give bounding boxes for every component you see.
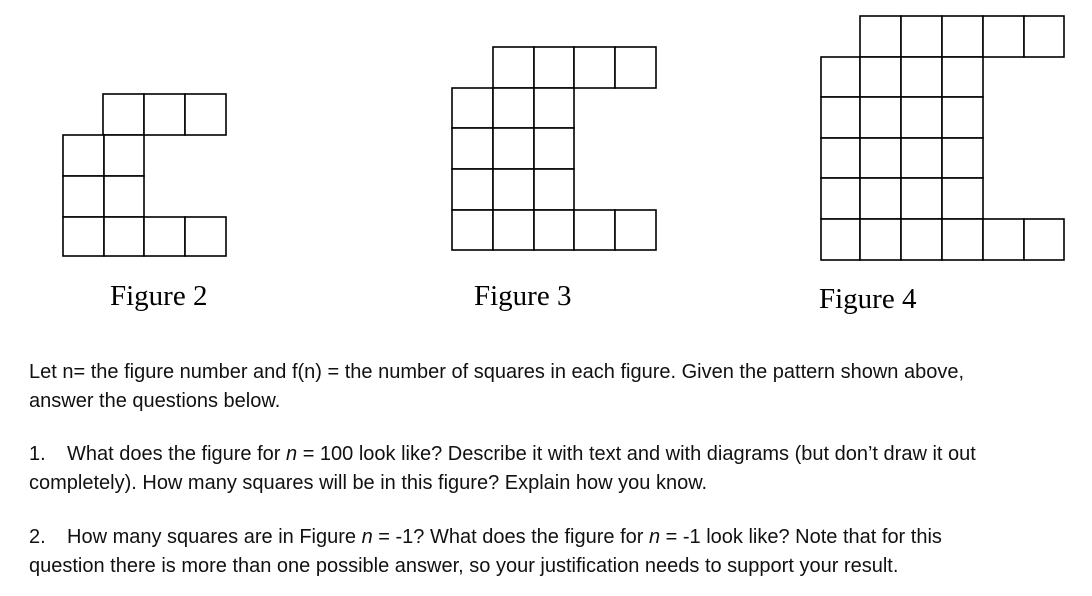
- figure-4-square: [901, 138, 942, 178]
- figure-4-square: [821, 97, 860, 138]
- figure-4-square: [860, 57, 901, 97]
- figure-4-square: [983, 219, 1024, 260]
- figure-3-square: [574, 47, 615, 88]
- figure-2-square: [103, 94, 144, 135]
- question-2-text-a: How many squares are in Figure: [67, 526, 362, 548]
- figure-3-square: [534, 47, 574, 88]
- figure-4-square: [860, 178, 901, 219]
- figure-4-square: [901, 178, 942, 219]
- intro-line-1: Let n= the figure number and f(n) = the number of squares in each figure. Given the pattern shown above,: [29, 361, 965, 383]
- question-1: [29, 440, 1079, 498]
- question-1-number: 1.: [29, 443, 46, 465]
- figure-4-square: [1024, 16, 1064, 57]
- question-2-number: 2.: [29, 526, 46, 548]
- figure-3-square: [493, 210, 534, 250]
- figure-3-square: [493, 128, 534, 169]
- figure-4-square: [821, 219, 860, 260]
- figure-3-diagram: [451, 46, 659, 253]
- question-2-text-b: = -1? What does the figure for: [372, 526, 649, 548]
- figure-4-square: [901, 16, 942, 57]
- figure-2-square: [185, 217, 226, 256]
- question-2-line-2: question there is more than one possible answer, so your justification needs to support your result.: [29, 555, 899, 577]
- question-2-text-c: = -1 look like? Note that for this: [660, 526, 942, 548]
- figure-4-square: [901, 57, 942, 97]
- figure-3-square: [493, 88, 534, 128]
- question-1-line-1: [29, 440, 1079, 469]
- figure-3-square: [534, 169, 574, 210]
- figure-4-square: [821, 138, 860, 178]
- figure-4-square: [901, 219, 942, 260]
- figure-2-square: [63, 176, 104, 217]
- figure-4-square: [983, 16, 1024, 57]
- figure-3-square: [574, 210, 615, 250]
- figure-3-square: [452, 210, 493, 250]
- figure-3-square: [452, 88, 493, 128]
- question-2-line-1: [29, 523, 1079, 552]
- figure-4-square: [860, 138, 901, 178]
- question-1-text-b: = 100 look like? Describe it with text and with diagrams (but don’t draw it out: [297, 443, 976, 465]
- figure-4-caption: Figure 4: [819, 283, 917, 315]
- figure-4-square: [821, 57, 860, 97]
- figure-3-square: [615, 210, 656, 250]
- figure-2-square: [185, 94, 226, 135]
- figure-4-square: [942, 57, 983, 97]
- figure-2-square: [63, 135, 104, 176]
- question-1-line-2: completely). How many squares will be in this figure? Explain how you know.: [29, 472, 708, 494]
- figure-4-square: [860, 219, 901, 260]
- figure-2-square: [144, 217, 185, 256]
- question-1-variable: n: [286, 443, 298, 465]
- figure-4-square: [901, 97, 942, 138]
- figure-2-square: [104, 135, 144, 176]
- question-1-text-a: What does the figure for: [67, 443, 287, 465]
- figure-3-square: [534, 210, 574, 250]
- figure-4-square: [942, 138, 983, 178]
- figure-4-square: [942, 16, 983, 57]
- question-2: [29, 523, 1079, 581]
- figure-2-caption: Figure 2: [110, 280, 208, 312]
- figure-3-square: [534, 128, 574, 169]
- figure-4-square: [1024, 219, 1064, 260]
- intro-line-2: answer the questions below.: [29, 390, 281, 412]
- figure-4-square: [942, 97, 983, 138]
- figure-3-square: [493, 169, 534, 210]
- figure-4-square: [821, 178, 860, 219]
- figure-3-square: [493, 47, 534, 88]
- figure-3-square: [452, 128, 493, 169]
- figure-4-diagram: [820, 15, 1068, 263]
- intro-paragraph: [29, 358, 1079, 416]
- question-2-variable-2: n: [648, 526, 661, 548]
- figure-3-caption: Figure 3: [474, 280, 572, 312]
- figure-2-square: [104, 217, 144, 256]
- figure-4-square: [942, 178, 983, 219]
- question-2-variable-1: n: [361, 526, 373, 548]
- figure-4-square: [860, 97, 901, 138]
- figure-4-square: [860, 16, 901, 57]
- figure-4-square: [942, 219, 983, 260]
- figure-3-square: [534, 88, 574, 128]
- figure-2-square: [104, 176, 144, 217]
- figure-2-diagram: [62, 93, 228, 259]
- figure-3-square: [615, 47, 656, 88]
- figure-2-square: [144, 94, 185, 135]
- figure-3-square: [452, 169, 493, 210]
- figure-2-square: [63, 217, 104, 256]
